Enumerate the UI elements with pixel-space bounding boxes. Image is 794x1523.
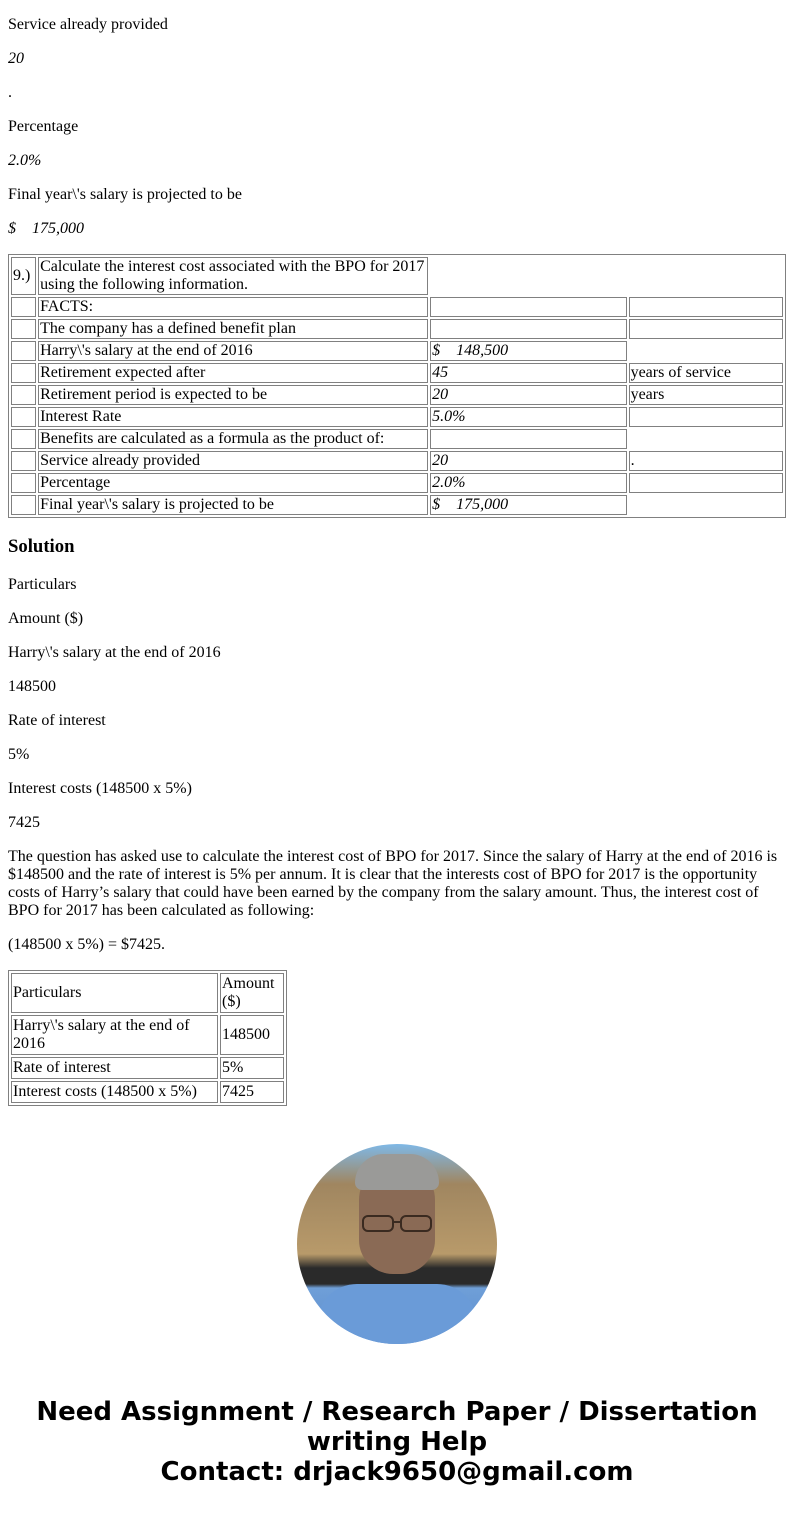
- empty-cell: [11, 473, 36, 493]
- table-row: [11, 407, 783, 427]
- avatar-hair: [355, 1154, 439, 1190]
- solution-heading: Solution: [8, 536, 75, 557]
- fact-value: 20: [430, 385, 627, 405]
- particular-cell: Interest costs (148500 x 5%): [11, 1081, 218, 1103]
- table-row: [11, 1081, 284, 1103]
- particular-cell: Rate of interest: [11, 1057, 218, 1079]
- fact-label: Retirement period is expected to be: [38, 385, 428, 405]
- fact-value: $ 148,500: [430, 341, 627, 361]
- facts-table: [8, 254, 786, 518]
- fact-unit: years: [629, 385, 783, 405]
- empty-cell: [11, 319, 36, 339]
- fact-label: Harry\'s salary at the end of 2016: [38, 341, 428, 361]
- table-row: [11, 1057, 284, 1079]
- avatar: [297, 1144, 497, 1344]
- solution-line: Rate of interest: [8, 712, 106, 729]
- repeat-line: Percentage: [8, 118, 79, 135]
- table-row: [11, 495, 783, 515]
- explanation-paragraph: The question has asked use to calculate the interest cost of BPO for 2017. Since the salary of Harry at the end of 2016 is $148500 and the rate of interest is 5% per annum. It is clear that the interests cost of BPO for 2017 is the opportunity costs of Harry’s salary that could have been earned by the company from the salary amount. Thus, the interest cost of BPO for 2017 has been calculated as following:: [8, 848, 778, 919]
- table-row: [11, 385, 783, 405]
- table-row: [11, 451, 783, 471]
- question-number: 9.): [11, 257, 36, 295]
- solution-line: Interest costs (148500 x 5%): [8, 780, 192, 797]
- empty-cell: [11, 341, 36, 361]
- empty-cell: [11, 363, 36, 383]
- header-particulars: Particulars: [11, 973, 218, 1013]
- fact-label: FACTS:: [38, 297, 428, 317]
- promo-contact: Contact: drjack9650@gmail.com: [160, 1457, 634, 1487]
- table-row: [11, 1015, 284, 1055]
- amount-cell: 148500: [220, 1015, 284, 1055]
- fact-label: Final year\'s salary is projected to be: [38, 495, 428, 515]
- empty-cell: [11, 407, 36, 427]
- repeat-line: Final year\'s salary is projected to be: [8, 186, 242, 203]
- repeat-line: $ 175,000: [8, 220, 84, 237]
- solution-line: Particulars: [8, 576, 77, 593]
- fact-unit: [629, 473, 783, 493]
- table-header-row: [11, 973, 284, 1013]
- table-row: [11, 257, 783, 295]
- glasses-icon: [361, 1214, 433, 1234]
- fact-label: Interest Rate: [38, 407, 428, 427]
- solution-table: [8, 970, 287, 1106]
- table-row: [11, 297, 783, 317]
- promo-line: writing Help: [306, 1427, 488, 1457]
- amount-cell: 7425: [220, 1081, 284, 1103]
- fact-value: 2.0%: [430, 473, 627, 493]
- repeat-line: .: [8, 84, 12, 101]
- empty-cell: [629, 341, 783, 361]
- fact-value: [430, 429, 627, 449]
- promo-banner: [8, 1397, 786, 1487]
- avatar-shirt: [317, 1284, 477, 1344]
- fact-unit: .: [629, 451, 783, 471]
- empty-cell: [629, 429, 783, 449]
- empty-cell: [11, 495, 36, 515]
- fact-value: 5.0%: [430, 407, 627, 427]
- question-text: Calculate the interest cost associated with the BPO for 2017 using the following information.: [38, 257, 428, 295]
- formula-line: (148500 x 5%) = $7425.: [8, 936, 166, 953]
- repeat-line: Service already provided: [8, 16, 168, 33]
- table-row: [11, 341, 783, 361]
- particular-cell: Harry\'s salary at the end of 2016: [11, 1015, 218, 1055]
- fact-label: Percentage: [38, 473, 428, 493]
- promo-line: Need Assignment / Research Paper / Dissertation: [36, 1397, 758, 1427]
- empty-cell: [11, 385, 36, 405]
- fact-value: $ 175,000: [430, 495, 627, 515]
- solution-line: 5%: [8, 746, 30, 763]
- fact-value: [430, 297, 627, 317]
- empty-cell: [11, 429, 36, 449]
- empty-cell: [11, 297, 36, 317]
- empty-cell: [11, 451, 36, 471]
- fact-value: 20: [430, 451, 627, 471]
- repeat-line: 20: [8, 50, 24, 67]
- fact-unit: years of service: [629, 363, 783, 383]
- table-row: [11, 473, 783, 493]
- empty-cell: [430, 257, 783, 295]
- fact-label: Benefits are calculated as a formula as the product of:: [38, 429, 428, 449]
- solution-line: Amount ($): [8, 610, 84, 627]
- repeat-line: 2.0%: [8, 152, 42, 169]
- header-amount: Amount ($): [220, 973, 284, 1013]
- empty-cell: [629, 495, 783, 515]
- fact-value: [430, 319, 627, 339]
- fact-value: 45: [430, 363, 627, 383]
- amount-cell: 5%: [220, 1057, 284, 1079]
- table-row: [11, 363, 783, 383]
- table-row: [11, 429, 783, 449]
- fact-label: Service already provided: [38, 451, 428, 471]
- fact-label: The company has a defined benefit plan: [38, 319, 428, 339]
- solution-line: Harry\'s salary at the end of 2016: [8, 644, 221, 661]
- fact-unit: [629, 297, 783, 317]
- fact-label: Retirement expected after: [38, 363, 428, 383]
- fact-unit: [629, 407, 783, 427]
- table-row: [11, 319, 783, 339]
- avatar-container: [8, 1144, 786, 1349]
- solution-line: 148500: [8, 678, 56, 695]
- solution-line: 7425: [8, 814, 40, 831]
- fact-unit: [629, 319, 783, 339]
